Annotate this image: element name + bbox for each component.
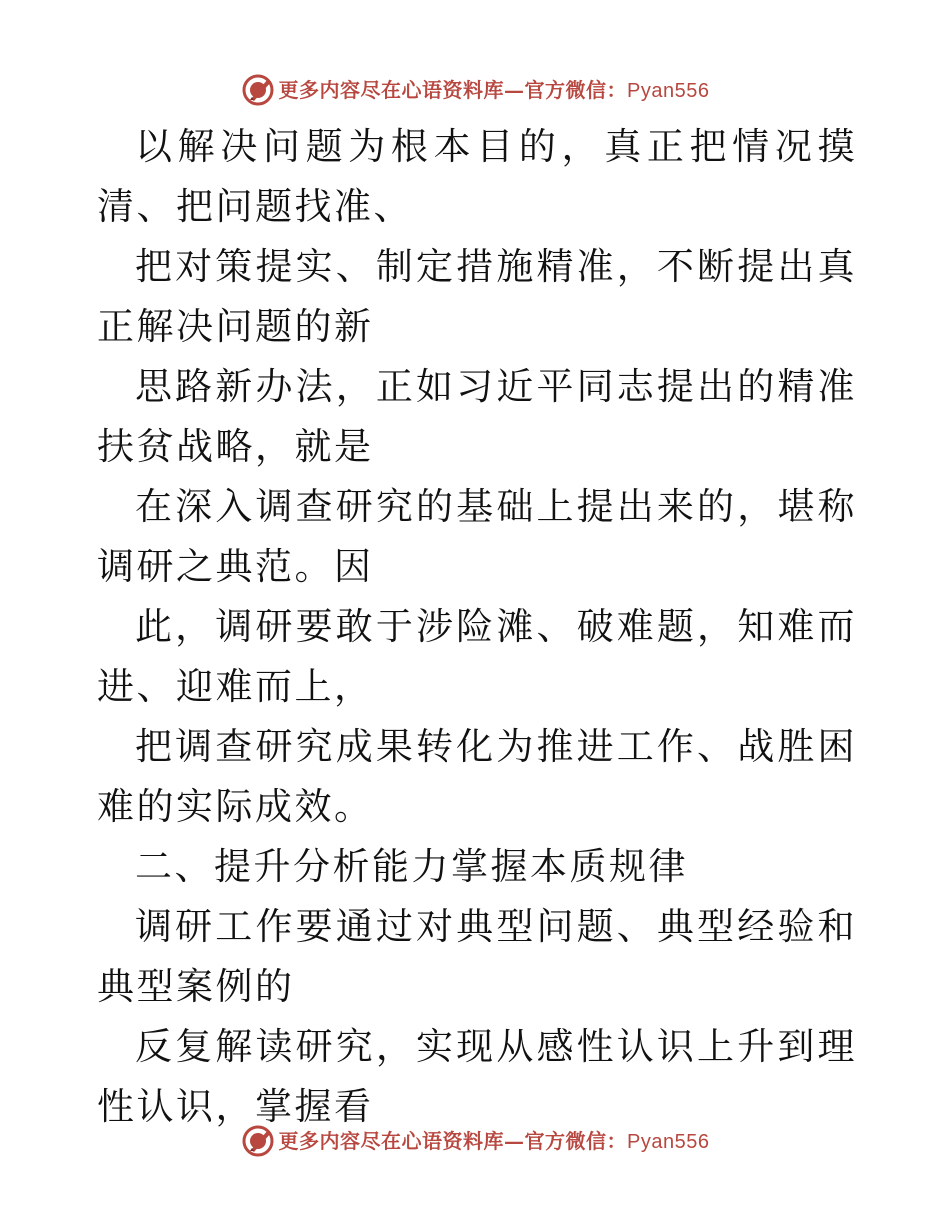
header-watermark-banner xyxy=(0,70,950,110)
paragraph: 思路新办法，正如习近平同志提出的精准扶贫战略，就是 xyxy=(97,365,857,468)
paragraph: 调研工作要通过对典型问题、典型经验和典型案例的 xyxy=(97,905,857,1008)
footer-watermark-banner xyxy=(0,1121,950,1161)
footer-banner-label: 更多内容尽在心语资料库—官方微信： xyxy=(278,1128,628,1153)
paragraph: 以解决问题为根本目的，真正把情况摸清、把问题找准、 xyxy=(97,125,857,228)
header-banner-label: 更多内容尽在心语资料库—官方微信： xyxy=(278,77,628,102)
document-body xyxy=(97,117,857,1137)
paragraph: 反复解读研究，实现从感性认识上升到理性认识，掌握看 xyxy=(97,1025,857,1128)
paragraph: 把对策提实、制定措施精准，不断提出真正解决问题的新 xyxy=(97,245,857,348)
paragraph: 此，调研要敢于涉险滩、破难题，知难而进、迎难而上， xyxy=(97,605,857,708)
header-banner-wechat-id: Pyan556 xyxy=(627,79,710,102)
footer-banner-text xyxy=(279,1129,710,1154)
header-banner-text xyxy=(279,78,710,103)
footer-banner-wechat-id: Pyan556 xyxy=(627,1130,710,1153)
paragraph: 把调查研究成果转化为推进工作、战胜困难的实际成效。 xyxy=(97,725,857,828)
section-heading: 二、提升分析能力掌握本质规律 xyxy=(135,845,688,888)
paragraph: 在深入调查研究的基础上提出来的，堪称调研之典范。因 xyxy=(97,485,857,588)
pen-logo-icon xyxy=(241,1124,275,1158)
pen-logo-icon xyxy=(241,73,275,107)
